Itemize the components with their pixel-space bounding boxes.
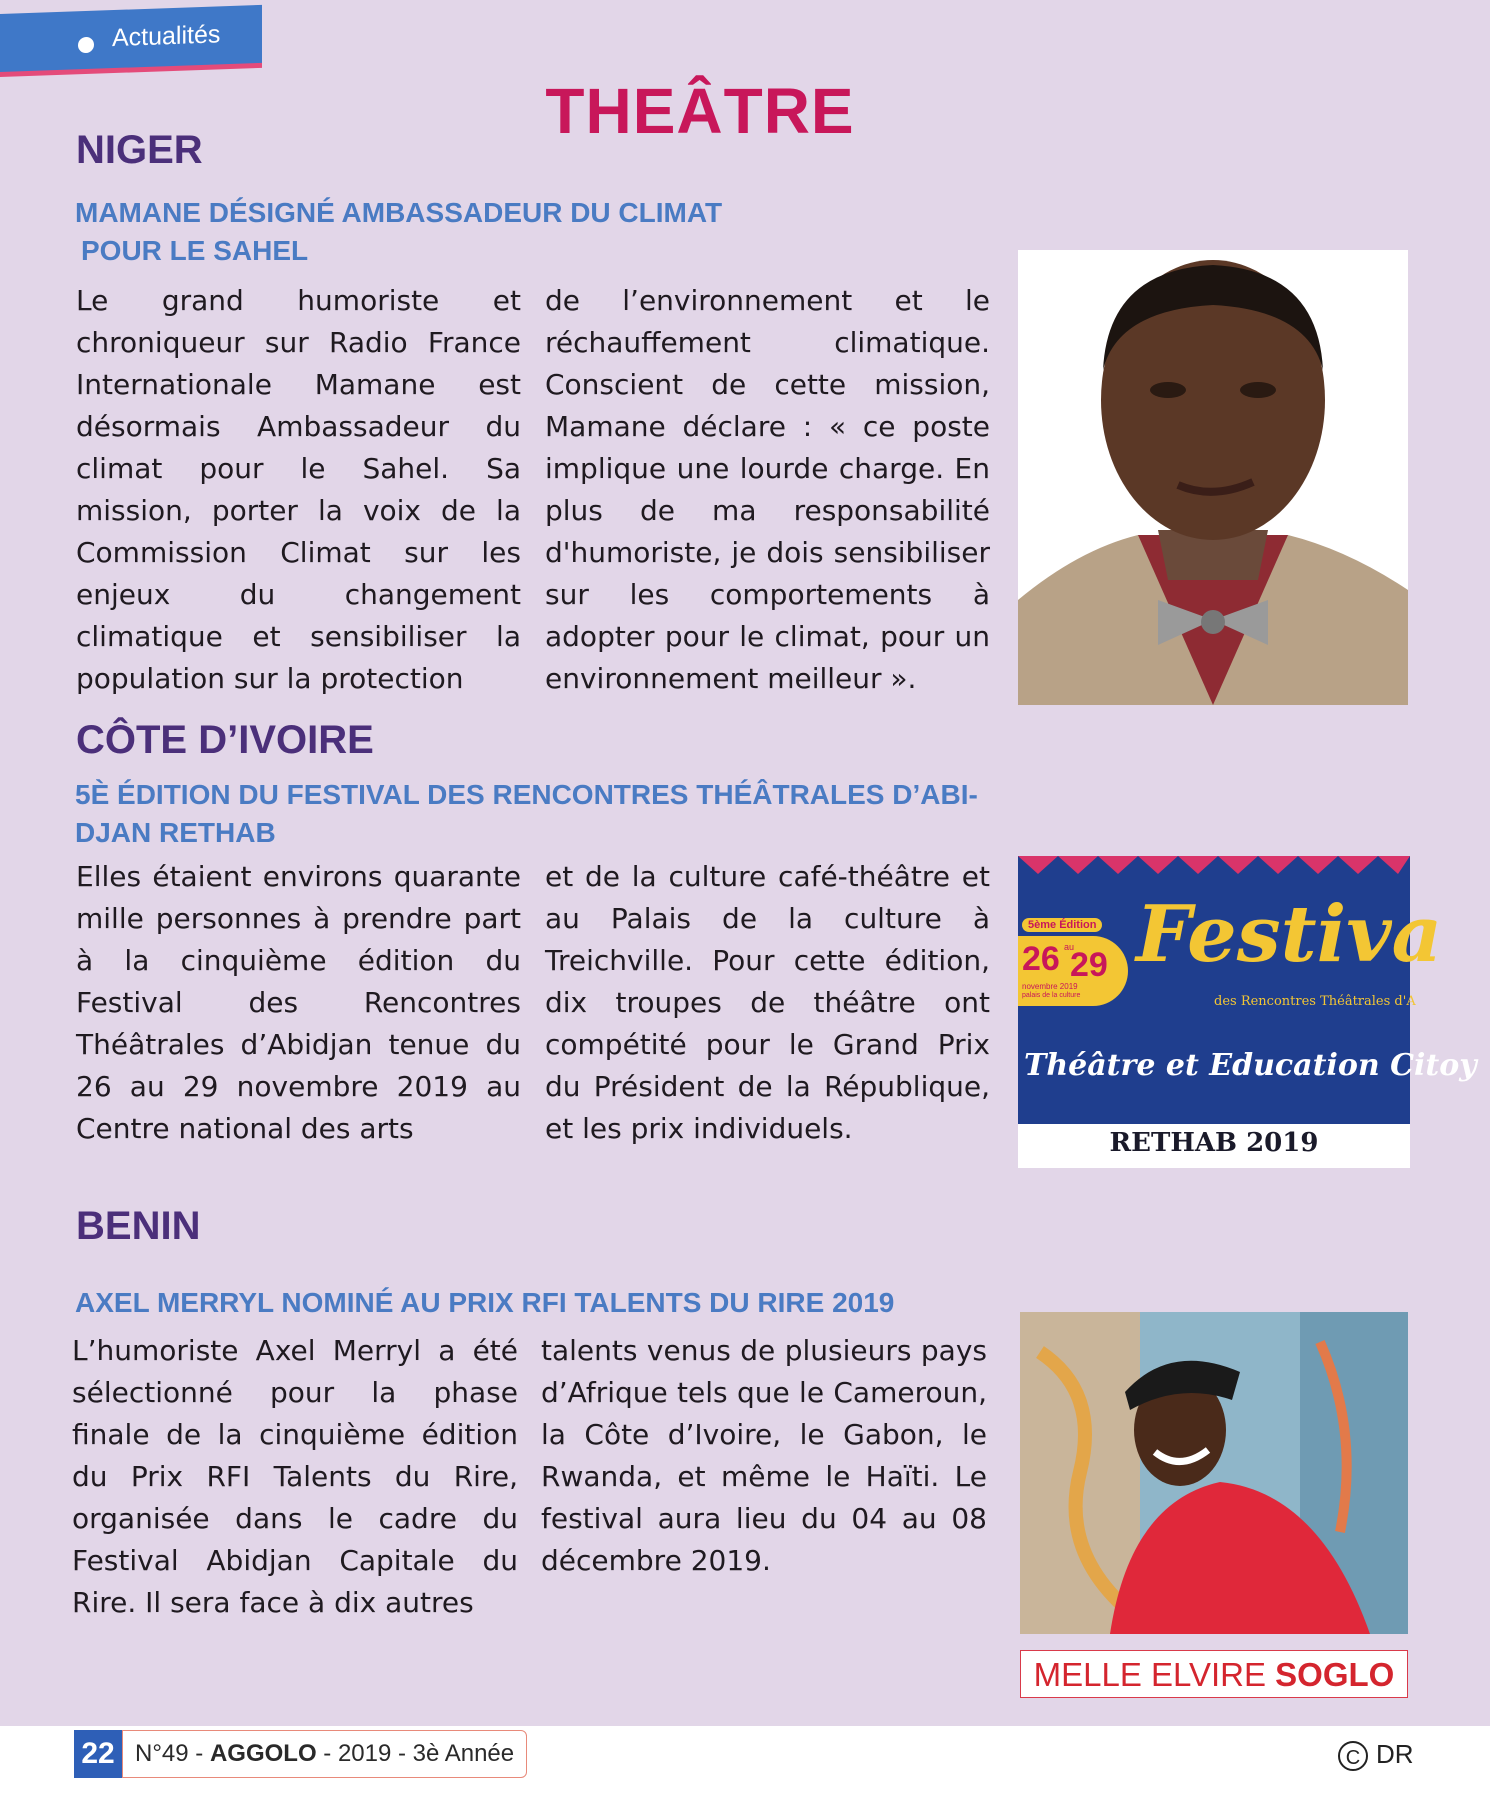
author-last-name: SOGLO: [1275, 1656, 1395, 1693]
article-niger-column-1: Le grand humoriste et chroniqueur sur Radio France Internationale Mamane est désormais Ambassadeur du climat pour le Sahel. Sa mission, porter la voix de la Commission Climat sur les enjeux du changement climatique et sensibiliser la population sur la protection: [76, 284, 521, 695]
issue-info: [122, 1730, 527, 1778]
headline-niger: [75, 194, 722, 270]
headline-niger-line2: POUR LE SAHEL: [81, 235, 309, 266]
headline-niger-line1: MAMANE DÉSIGNÉ AMBASSADEUR DU CLIMAT: [75, 197, 723, 228]
poster-theme: Théâtre et Education Citoy: [1024, 1048, 1477, 1083]
poster-venue: palais de la culture: [1022, 992, 1081, 999]
copyright-notice: [1338, 1734, 1414, 1774]
photo-mamane: [1018, 250, 1408, 705]
poster-date-start: 26: [1022, 940, 1060, 978]
page-number: 22: [74, 1730, 122, 1778]
section-tag: [0, 5, 262, 72]
photo-axel-merryl: [1020, 1312, 1408, 1634]
article-benin-column-2: talents venus de plusieurs pays d’Afrique tels que le Cameroun, la Côte d’Ivoire, le Gabon, le Rwanda, et même le Haïti. Le festival aura lieu du 04 au 08 décembre 2019.: [541, 1334, 987, 1577]
issue-separator-2: -: [316, 1740, 338, 1767]
country-heading-cote-divoire: CÔTE D’IVOIRE: [76, 718, 374, 762]
poster-date-end: 29: [1070, 946, 1108, 984]
country-heading-niger: NIGER: [76, 128, 203, 172]
headline-cote-divoire: [75, 776, 978, 852]
copyright-text: DR: [1376, 1739, 1414, 1769]
article-cote-divoire-column-2: et de la culture café-théâtre et au Palais de la culture à Treichville. Pour cette édition, dix troupes de théâtre ont compétité pour le Grand Prix du Président de la République, et les prix individuels.: [545, 860, 990, 1145]
issue-separator-3: -: [391, 1740, 413, 1767]
poster-banner: RETHAB 2019: [1109, 1128, 1319, 1158]
issue-edition: 3è Année: [412, 1740, 515, 1767]
country-heading-benin: BENIN: [76, 1204, 201, 1248]
author-first-name: MELLE ELVIRE: [1033, 1656, 1266, 1693]
page-title: THEÂTRE: [545, 75, 855, 147]
poster-date-block: [1018, 936, 1128, 1006]
author-credit: [1020, 1650, 1408, 1698]
poster-subtitle: des Rencontres Théâtrales d'A: [1214, 994, 1416, 1009]
section-tag-label: Actualités: [112, 20, 221, 53]
headline-cote-divoire-line1: 5È ÉDITION DU FESTIVAL DES RENCONTRES THÉÂTRALES D’ABI-: [75, 779, 978, 810]
bullet-icon: [78, 37, 94, 54]
issue-year: 2019: [337, 1740, 392, 1767]
headline-benin: AXEL MERRYL NOMINÉ AU PRIX RFI TALENTS DU RIRE 2019: [75, 1287, 895, 1318]
headline-cote-divoire-line2: DJAN RETHAB: [75, 817, 276, 848]
poster-edition: 5ème Édition: [1022, 918, 1102, 932]
poster-festival-word: Festiva: [1136, 889, 1443, 980]
magazine-name: AGGOLO: [209, 1740, 317, 1767]
festival-poster-rethab: [1018, 856, 1477, 1168]
poster-date-month: novembre 2019: [1022, 982, 1078, 991]
article-niger-column-2: de l’environnement et le réchauffement climatique. Conscient de cette mission, Mamane déclare : « ce poste implique une lourde charge. En plus de ma responsabilité d'humoriste, je dois sensibiliser sur les comportements à adopter pour le climat, pour un environnement meilleur ».: [545, 284, 990, 695]
issue-separator-1: -: [188, 1740, 210, 1767]
copyright-icon: C: [1338, 1741, 1368, 1771]
poster-date-au: au: [1064, 942, 1075, 952]
article-cote-divoire-column-1: Elles étaient environs quarante mille personnes à prendre part à la cinquième édition du Festival des Rencontres Théâtrales d’Abidjan tenue du 26 au 29 novembre 2019 au Centre national des arts: [76, 860, 521, 1145]
portrait-axel-merryl-image: [1020, 1312, 1408, 1634]
issue-number: N°49: [135, 1740, 189, 1767]
article-benin-column-1: L’humoriste Axel Merryl a été sélectionné pour la phase finale de la cinquième édition du Prix RFI Talents du Rire, organisée dans le cadre du Festival Abidjan Capitale du Rire. Il sera face à dix autres: [72, 1334, 518, 1619]
portrait-mamane-image: [1018, 250, 1408, 705]
